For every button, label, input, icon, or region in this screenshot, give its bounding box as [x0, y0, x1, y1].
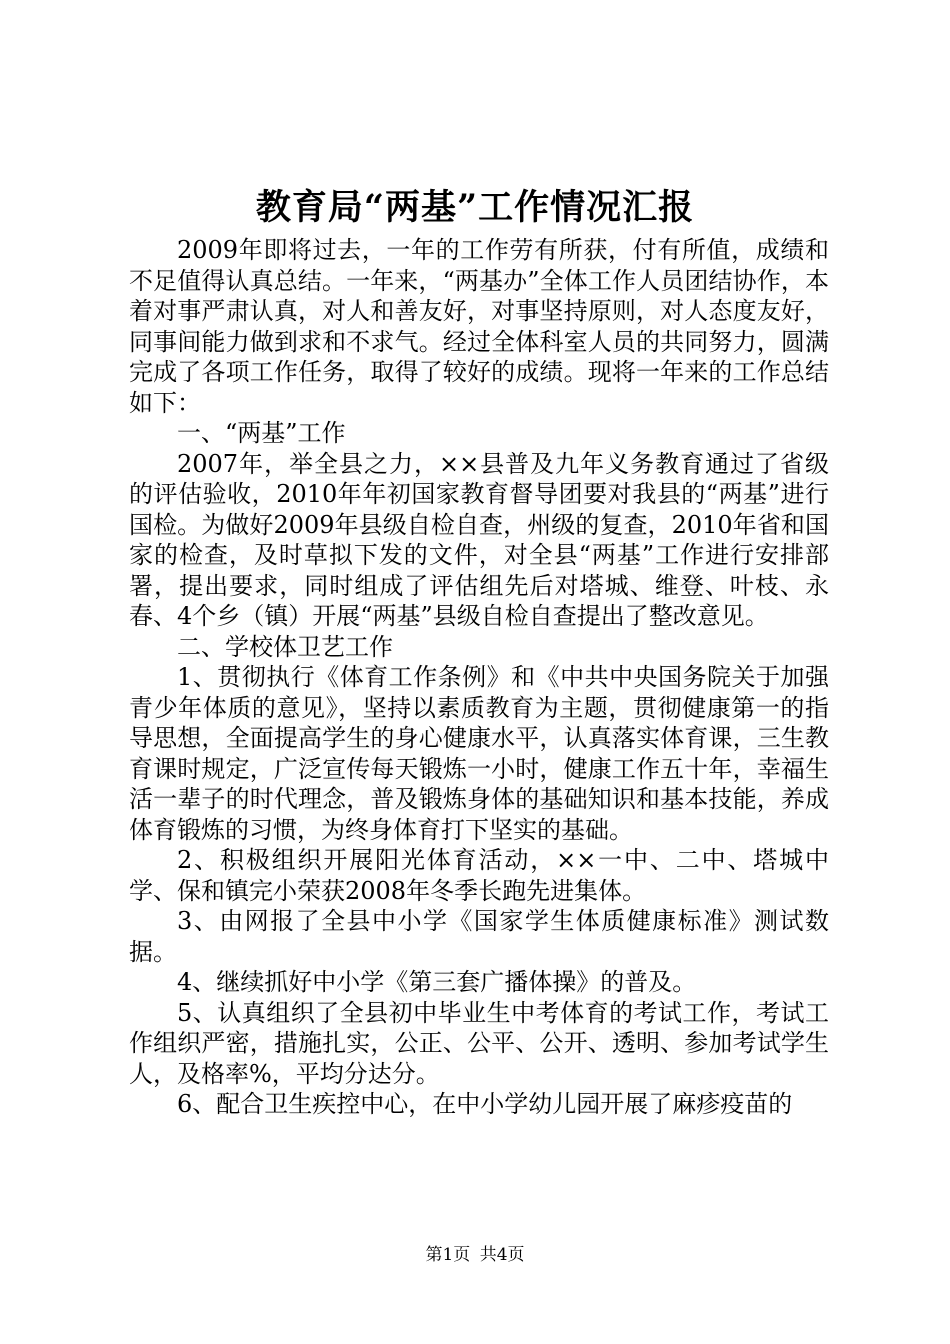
- document-title: 教育局“两基”工作情况汇报: [255, 187, 695, 228]
- section-heading-1: 一、“两基”工作: [177, 419, 346, 447]
- paragraph-item-4: 4、继续抓好中小学《第三套广播体操》的普及。: [177, 968, 697, 996]
- page-footer: [0, 1243, 950, 1267]
- paragraph-item-6: 6、配合卫生疾控中心，在中小学幼儿园开展了麻疹疫苗的: [177, 1090, 793, 1118]
- section-heading-2: 二、学校体卫艺工作: [177, 632, 393, 661]
- paragraph-intro: 2009年即将过去，一年的工作劳有所获，付有所值，成绩和不足值得认真总结。一年来，“两基办”全体工作人员团结协作，本着对事严肃认真，对人和善友好，对事坚持原则，对人态度友好，同事间能力做到求和不求气。经过全体科室人员的共同努力，圆满完成了各项工作任务，取得了较好的成绩。现将一年来的工作总结如下：: [129, 236, 829, 417]
- paragraph-two-basics: 2007年，举全县之力，××县普及九年义务教育通过了省级的评估验收，2010年年初国家教育督导团要对我县的“两基”进行国检。为做好2009年县级自检自查，州级的复查，2010年省和国家的检查，及时草拟下发的文件，对全县“两基”工作进行安排部署，提出要求，同时组成了评估组先后对塔城、维登、叶枝、永春、4个乡（镇）开展“两基”县级自检自查提出了整改意见。: [129, 449, 829, 630]
- paragraph-item-2: 2、积极组织开展阳光体育活动，××一中、二中、塔城中学、保和镇完小荣获2008年冬季长跑先进集体。: [129, 846, 829, 905]
- page-number: 第1页: [425, 1245, 471, 1265]
- paragraph-item-1: 1、贯彻执行《体育工作条例》和《中共中央国务院关于加强青少年体质的意见》，坚持以素质教育为主题，贯彻健康第一的指导思想，全面提高学生的身心健康水平，认真落实体育课，三生教育课时规定，广泛宣传每天锻炼一小时，健康工作五十年，幸福生活一辈子的时代理念，普及锻炼身体的基础知识和基本技能，养成体育锻炼的习惯，为终身体育打下坚实的基础。: [129, 663, 829, 844]
- paragraph-item-5: 5、认真组织了全县初中毕业生中考体育的考试工作，考试工作组织严密，措施扎实，公正、公平、公开、透明、参加考试学生人，及格率%，平均分达分。: [129, 998, 829, 1088]
- page-total: 共4页: [479, 1245, 525, 1265]
- paragraph-item-3: 3、由网报了全县中小学《国家学生体质健康标准》测试数据。: [129, 907, 829, 966]
- document-body: [129, 235, 829, 1120]
